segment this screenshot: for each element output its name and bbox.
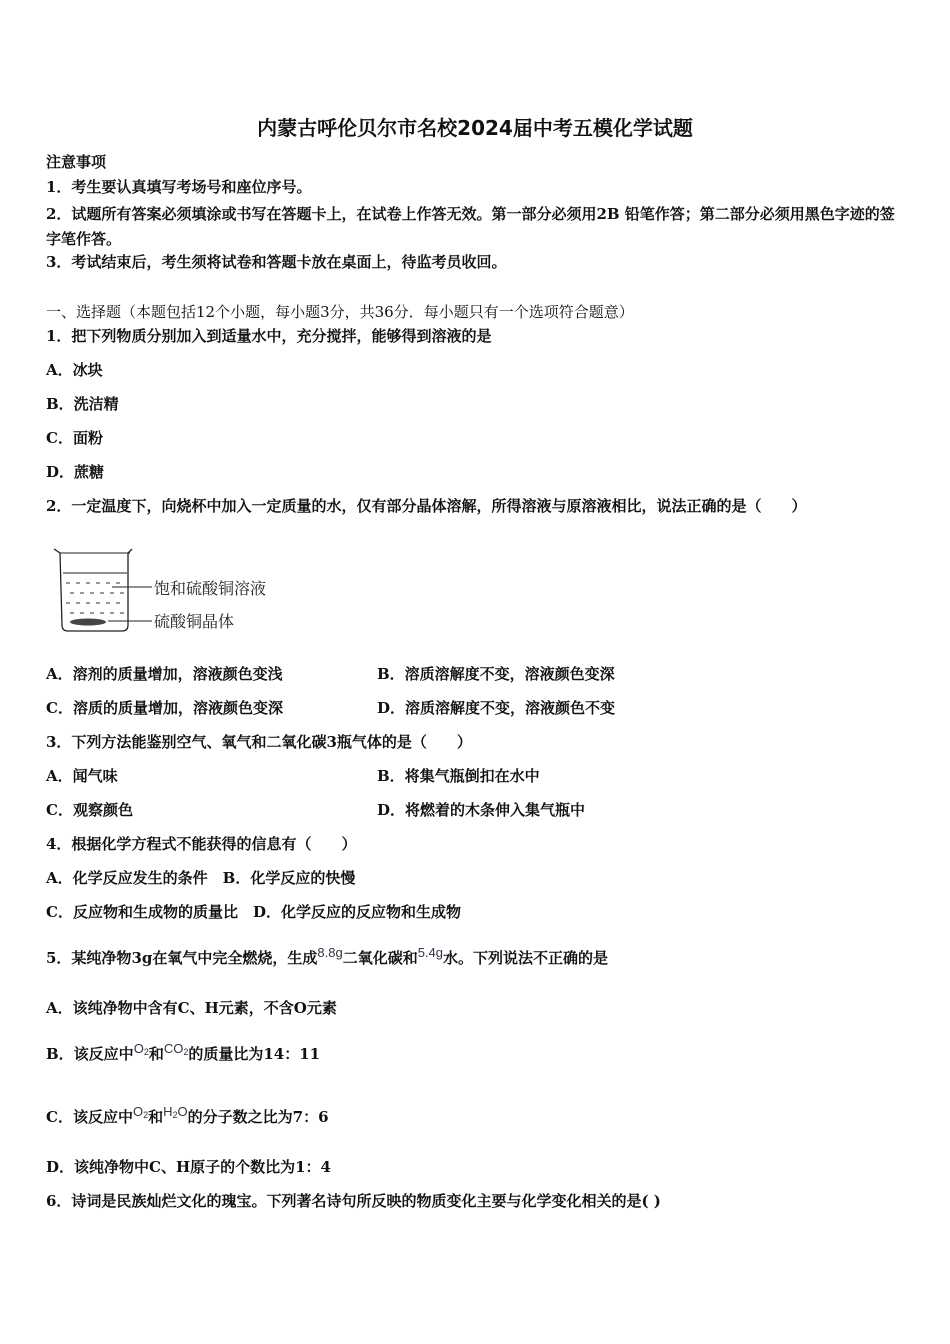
- beaker-figure: [52, 543, 292, 635]
- q5-b-formula-co2: [164, 1041, 189, 1056]
- q5-c-formula-h2o: [163, 1104, 188, 1119]
- q3-option-a: A．闻气味: [46, 767, 118, 785]
- q5-option-c: [46, 1104, 329, 1131]
- q5-c-o-symbol: O: [177, 1104, 188, 1119]
- question-2-stem: 2．一定温度下，向烧杯中加入一定质量的水，仅有部分晶体溶解，所得溶液与原溶液相比，说法正确的是（ ）: [46, 497, 807, 515]
- beaker-icon: [52, 543, 152, 635]
- q5-water-mass: 5.4g: [417, 945, 444, 960]
- notice-item-2: 2．试题所有答案必须填涂或书写在答题卡上，在试卷上作答无效。第一部分必须用2B 铅笔作答；第二部分必须用黑色字迹的签字笔作答。: [46, 205, 895, 248]
- notice-heading: 注意事项: [46, 153, 107, 171]
- q5-c-text-1: C．该反应中: [46, 1108, 133, 1126]
- section-heading: 一、选择题（本题包括12个小题，每小题3分，共36分．每小题只有一个选项符合题意）: [46, 303, 634, 321]
- q5-stem-part-3: 水。下列说法不正确的是: [443, 949, 609, 967]
- q5-b-formula-o2: [134, 1041, 149, 1056]
- q1-option-d: D．蔗糖: [46, 463, 105, 481]
- q5-b-text-1: B．该反应中: [46, 1045, 134, 1063]
- q2-option-d: D．溶质溶解度不变，溶液颜色不变: [377, 699, 616, 717]
- notice-item-1: 1．考生要认真填写考场号和座位序号。: [46, 178, 312, 196]
- q5-b-and: 和: [148, 1045, 164, 1063]
- figure-label-crystal: 硫酸铜晶体: [154, 612, 235, 631]
- notice-item-3: 3．考试结束后，考生须将试卷和答题卡放在桌面上，待监考员收回。: [46, 253, 507, 271]
- q5-stem-part-2: 二氧化碳和: [342, 949, 418, 967]
- question-3-stem: 3．下列方法能鉴别空气、氧气和二氧化碳3瓶气体的是（ ）: [46, 733, 472, 751]
- question-5-stem: [46, 945, 609, 969]
- question-6-stem: 6．诗词是民族灿烂文化的瑰宝。下列著名诗句所反映的物质变化主要与化学变化相关的是( ): [46, 1192, 661, 1210]
- q5-c-formula-o2: [133, 1104, 148, 1119]
- q5-c-and: 和: [148, 1108, 164, 1126]
- page-title: 内蒙古呼伦贝尔市名校2024届中考五模化学试题: [257, 116, 693, 140]
- q1-option-b: B．洗洁精: [46, 395, 119, 413]
- question-4-stem: 4．根据化学方程式不能获得的信息有（ ）: [46, 835, 357, 853]
- q5-co2-mass: 8.8g: [317, 945, 343, 960]
- q5-b-co2-symbol: CO: [163, 1041, 184, 1056]
- figure-label-solution: 饱和硫酸铜溶液: [154, 579, 267, 598]
- q5-c-o2-symbol: O: [132, 1104, 144, 1119]
- q5-option-b: [46, 1041, 321, 1068]
- q3-option-c: C．观察颜色: [46, 801, 133, 819]
- q2-option-a: A．溶剂的质量增加，溶液颜色变浅: [46, 665, 283, 683]
- q5-b-co2-subscript: 2: [183, 1047, 189, 1057]
- q5-c-o2-subscript: 2: [143, 1110, 149, 1120]
- q2-option-c: C．溶质的质量增加，溶液颜色变深: [46, 699, 283, 717]
- q5-stem-part-1: 5．某纯净物3g在氧气中完全燃烧，生成: [46, 949, 318, 967]
- q5-b-o2-subscript: 2: [143, 1047, 149, 1057]
- q4-options-row-2: C．反应物和生成物的质量比 D．化学反应的反应物和生成物: [46, 903, 461, 921]
- q3-option-b: B．将集气瓶倒扣在水中: [377, 767, 540, 785]
- q1-option-a: A．冰块: [46, 361, 103, 379]
- question-1-stem: 1．把下列物质分别加入到适量水中，充分搅拌，能够得到溶液的是: [46, 327, 492, 345]
- q2-option-b: B．溶质溶解度不变，溶液颜色变深: [377, 665, 615, 683]
- q5-c-text-2: 的分子数之比为7：6: [187, 1108, 329, 1126]
- q1-option-c: C．面粉: [46, 429, 103, 447]
- q5-c-h2o-subscript: 2: [172, 1110, 178, 1120]
- q5-b-text-2: 的质量比为14：11: [188, 1045, 321, 1063]
- q5-option-a: A．该纯净物中含有C、H元素，不含O元素: [46, 999, 337, 1017]
- q5-b-o2-symbol: O: [133, 1041, 144, 1056]
- q5-option-d: D．该纯净物中C、H原子的个数比为1：4: [46, 1158, 331, 1176]
- q4-options-row-1: A．化学反应发生的条件 B．化学反应的快慢: [46, 869, 356, 887]
- q5-c-h-symbol: H: [163, 1104, 173, 1119]
- q3-option-d: D．将燃着的木条伸入集气瓶中: [377, 801, 586, 819]
